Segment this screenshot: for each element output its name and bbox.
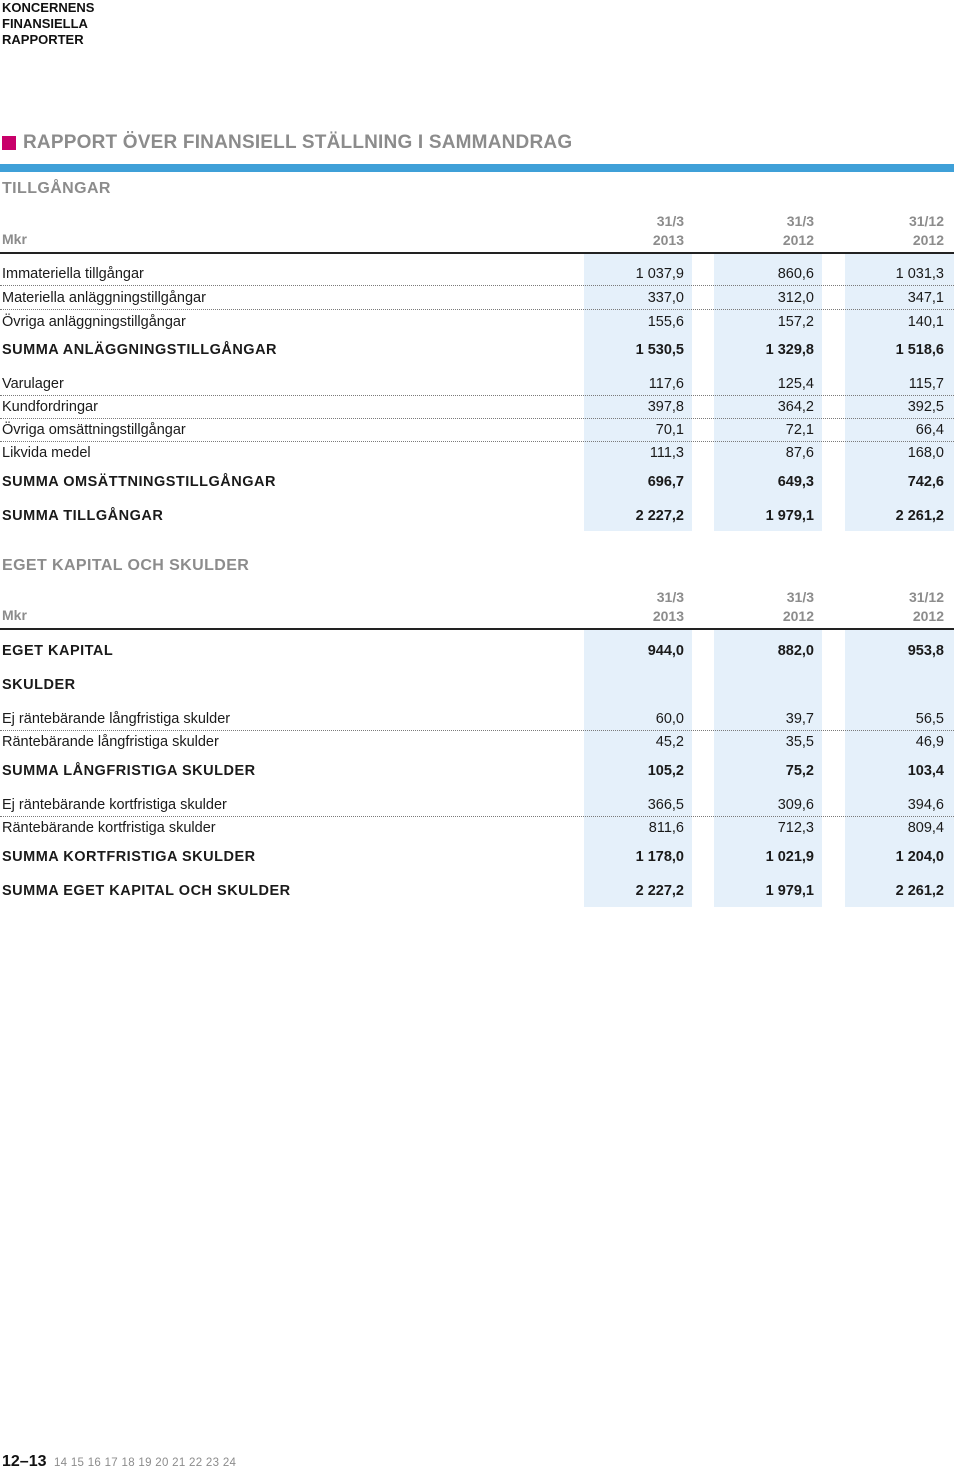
table-row	[0, 674, 954, 697]
row-label: Ej räntebärande långfristiga skulder	[2, 711, 231, 727]
row-value-col1: 2 227,2	[635, 508, 684, 524]
row-label: Räntebärande kortfristiga skulder	[2, 820, 216, 836]
column-header-2: 31/3 2012	[782, 589, 814, 624]
table-row	[0, 396, 954, 419]
table-row	[0, 373, 954, 396]
row-value-col1: 117,6	[648, 376, 684, 392]
doc-label-line: RAPPORTER	[2, 32, 84, 47]
report-title-text: RAPPORT ÖVER FINANSIELL STÄLLNING I SAMMANDRAG	[23, 132, 573, 153]
row-value-col3: 115,7	[908, 376, 944, 392]
row-value-col3: 742,6	[907, 474, 944, 490]
row-value-col2: 364,2	[777, 399, 814, 415]
table-row	[0, 708, 954, 731]
row-label: SUMMA OMSÄTTNINGSTILLGÅNGAR	[2, 474, 276, 490]
row-value-col2: 860,6	[777, 266, 814, 282]
row-value-col3: 2 261,2	[895, 508, 944, 524]
row-label: SUMMA KORTFRISTIGA SKULDER	[2, 849, 256, 865]
row-label: Materiella anläggningstillgångar	[2, 290, 206, 306]
row-value-col1: 1 530,5	[635, 342, 684, 358]
row-value-col3: 392,5	[907, 399, 944, 415]
table-row	[0, 760, 954, 783]
row-value-col1: 696,7	[647, 474, 684, 490]
column-header-1: 31/3 2013	[652, 589, 684, 624]
row-value-col1: 2 227,2	[635, 883, 684, 899]
row-value-col3: 1 031,3	[895, 266, 944, 282]
row-value-col1: 337,0	[647, 290, 684, 306]
row-label: SUMMA EGET KAPITAL OCH SKULDER	[2, 883, 291, 899]
row-label: Varulager	[2, 376, 64, 392]
row-value-col3: 66,4	[915, 422, 944, 438]
doc-label-line: KONCERNENS	[2, 0, 95, 15]
document-section-label	[2, 0, 94, 48]
row-value-col1: 70,1	[655, 422, 684, 438]
table-header-equity-liabilities	[0, 584, 954, 630]
row-label: SUMMA LÅNGFRISTIGA SKULDER	[2, 763, 256, 779]
row-value-col1: 811,6	[648, 820, 684, 836]
row-value-col2: 87,6	[785, 445, 814, 461]
table-row	[0, 442, 954, 465]
row-value-col2: 312,0	[777, 290, 814, 306]
row-value-col3: 140,1	[907, 314, 944, 330]
title-rule	[0, 164, 954, 172]
row-label: SUMMA TILLGÅNGAR	[2, 508, 164, 524]
table-row	[0, 817, 954, 840]
table-row	[0, 339, 954, 362]
column-header-1: 31/3 2013	[652, 213, 684, 248]
column-header-3: 31/12 2012	[908, 213, 944, 248]
row-value-col2: 1 021,9	[765, 849, 814, 865]
row-label: Immateriella tillgångar	[2, 266, 144, 282]
row-value-col2: 35,5	[785, 734, 814, 750]
row-value-col2: 125,4	[777, 376, 814, 392]
table-row	[0, 263, 954, 286]
row-value-col2: 72,1	[785, 422, 814, 438]
row-value-col3: 103,4	[907, 763, 944, 779]
row-value-col1: 1 037,9	[635, 266, 684, 282]
table-row	[0, 640, 954, 663]
page-list[interactable]: 14 15 16 17 18 19 20 21 22 23 24	[53, 1457, 237, 1469]
row-value-col2: 39,7	[785, 711, 814, 727]
row-label: Likvida medel	[2, 445, 91, 461]
row-value-col3: 394,6	[907, 797, 944, 813]
table-header-assets	[0, 208, 954, 254]
row-value-col3: 46,9	[915, 734, 944, 750]
table-row	[0, 794, 954, 817]
row-label: Räntebärande långfristiga skulder	[2, 734, 219, 750]
table-row	[0, 731, 954, 754]
row-label: Kundfordringar	[2, 399, 98, 415]
row-label: Övriga omsättningstillgångar	[2, 422, 186, 438]
row-value-col3: 809,4	[907, 820, 944, 836]
row-value-col2: 75,2	[785, 763, 814, 779]
report-title	[2, 131, 572, 155]
row-value-col1: 60,0	[655, 711, 684, 727]
unit-label: Mkr	[2, 231, 27, 247]
section-heading-assets: TILLGÅNGAR	[2, 180, 111, 197]
row-label: Ej räntebärande kortfristiga skulder	[2, 797, 227, 813]
title-square-icon	[2, 136, 16, 150]
table-row	[0, 880, 954, 903]
table-row	[0, 505, 954, 528]
row-value-col3: 168,0	[907, 445, 944, 461]
row-value-col1: 45,2	[655, 734, 684, 750]
row-value-col3: 2 261,2	[895, 883, 944, 899]
row-value-col1: 105,2	[647, 763, 684, 779]
table-row	[0, 311, 954, 334]
row-value-col2: 309,6	[777, 797, 814, 813]
row-value-col2: 712,3	[777, 820, 814, 836]
page-navigation	[2, 1453, 236, 1471]
table-row	[0, 846, 954, 869]
doc-label-line: FINANSIELLA	[2, 16, 88, 31]
row-label: EGET KAPITAL	[2, 643, 114, 659]
row-value-col3: 953,8	[907, 643, 944, 659]
row-value-col3: 347,1	[907, 290, 944, 306]
row-value-col2: 1 329,8	[765, 342, 814, 358]
row-label: Övriga anläggningstillgångar	[2, 314, 186, 330]
row-value-col1: 366,5	[647, 797, 684, 813]
column-header-2: 31/3 2012	[782, 213, 814, 248]
row-value-col1: 155,6	[647, 314, 684, 330]
row-value-col3: 1 518,6	[895, 342, 944, 358]
row-value-col2: 1 979,1	[765, 508, 814, 524]
row-label: SUMMA ANLÄGGNINGSTILLGÅNGAR	[2, 342, 278, 358]
row-value-col2: 649,3	[777, 474, 814, 490]
unit-label: Mkr	[2, 607, 27, 623]
row-value-col3: 1 204,0	[895, 849, 944, 865]
current-page: 12–13	[2, 1453, 47, 1470]
table-row	[0, 287, 954, 310]
row-value-col1: 111,3	[649, 445, 684, 461]
row-value-col2: 882,0	[777, 643, 814, 659]
section-heading-equity-liabilities: EGET KAPITAL OCH SKULDER	[2, 557, 250, 574]
row-value-col1: 1 178,0	[635, 849, 684, 865]
table-row	[0, 471, 954, 494]
row-value-col1: 397,8	[647, 399, 684, 415]
column-header-3: 31/12 2012	[908, 589, 944, 624]
row-value-col1: 944,0	[647, 643, 684, 659]
row-value-col3: 56,5	[915, 711, 944, 727]
row-label: SKULDER	[2, 677, 76, 693]
row-value-col2: 1 979,1	[765, 883, 814, 899]
row-value-col2: 157,2	[777, 314, 814, 330]
table-row	[0, 419, 954, 442]
